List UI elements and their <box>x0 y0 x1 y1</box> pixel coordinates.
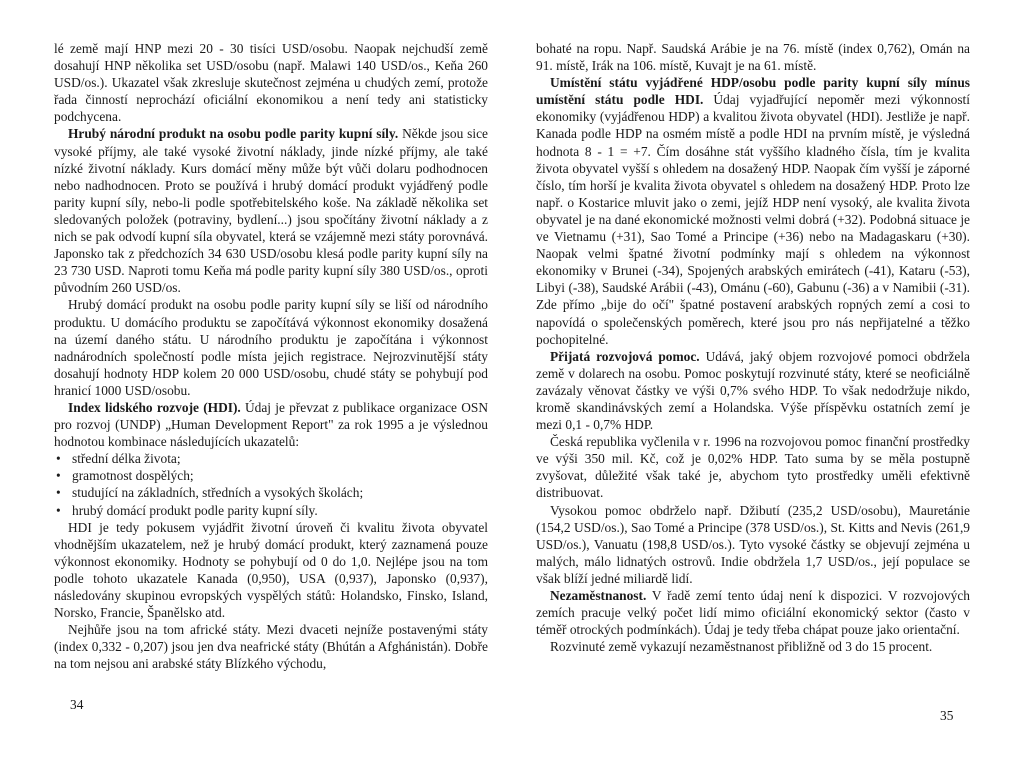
paragraph: Hrubý domácí produkt na osobu podle parity kupní síly se liší od národního produktu. U domácího produktu se započítává výkonnost ekonomiky dosažená na území daného státu. U národního produktu je započítána i výkonnost nadnárodních společností podle místa jejich registrace. Nejrozvinutější státy dosahují hodnoty HDP kolem 20 000 USD/osobu, chudé státy se pohybují pod hranicí 1000 USD/osobu. <box>54 297 488 398</box>
section-heading: Index lidského rozvoje (HDI). <box>68 399 241 415</box>
page-number-left: 34 <box>70 697 84 712</box>
bullet-list <box>54 450 488 518</box>
paragraph: Index lidského rozvoje (HDI). Údaj je převzat z publikace organizace OSN pro rozvoj (UNDP) „Human Development Report" za rok 1995 a je výslednou hodnotou kombinace následujících ukazatelů: <box>54 399 488 450</box>
section-heading: Umístění státu vyjádřené HDP/osobu podle parity kupní síly mínus umístění státu podle HDI. <box>536 75 970 108</box>
page-number-right: 35 <box>940 708 954 723</box>
paragraph: Rozvinuté země vykazují nezaměstnanost přibližně od 3 do 15 procent. <box>550 639 933 655</box>
list-item: • gramotnost dospělých; <box>72 467 488 484</box>
list-item: • hrubý domácí produkt podle parity kupní síly. <box>72 502 488 519</box>
paragraph: Hrubý národní produkt na osobu podle parity kupní síly. Někde jsou sice vysoké příjmy, ale také vysoké životní náklady, jinde nízké příjmy, ale také nízké životní náklady. Kurs domácí měny může být vůči dolaru podhodnocen nebo nadhodnocen. Proto se používá i hrubý domácí produkt vyjádřený podle parity kupní síly, nebo-li podle spotřebitelského koše. Na základě několika set sledovaných položek (potraviny, bydlení...) jsou spočítány životní náklady a z nich se pak odvodí kupní síla obyvatel, která se vzájemně mezi státy porovnává. Japonsko tak z předchozích 34 630 USD/osobu klesá podle parity kupní síly na 23 730 USD. Naproti tomu Keňa má podle parity kupní síly 380 USD/os., oproti původním 260 USD/os. <box>54 126 488 296</box>
section-heading: Nezaměstnanost. <box>550 588 647 603</box>
paragraph: Česká republika vyčlenila v r. 1996 na rozvojovou pomoc finanční prostředky ve výši 350 mil. Kč, což je 0,02% HDP. Tato suma by se měla postupně zvyšovat, důležité však také je, abychom tyto prostředky uměli efektivně distribuovat. <box>536 434 970 501</box>
list-item: • střední délka života; <box>72 450 488 467</box>
paragraph: Vysokou pomoc obdrželo např. Džibutí (235,2 USD/osobu), Mauretánie (154,2 USD/os.), Sao Tomé a Principe (378 USD/os.), St. Kitts and Nevis (261,9 USD/os.), Vanuatu (198,8 USD/os.). Tyto vysoké částky se objevují zejména u malých, málo lidnatých ostrovů. Indie obdržela 1,7 USD/os., její populace se však blíží jedné miliardě lidí. <box>536 502 970 586</box>
section-heading: Přijatá rozvojová pomoc. <box>550 348 700 364</box>
left-page <box>54 40 488 672</box>
paragraph: lé země mají HNP mezi 20 - 30 tisíci USD/osobu. Naopak nejchudší země dosahují HNP několika set USD/osobu (např. Malawi 140 USD/os., Keňa 260 USD/os.). Ukazatel však zkresluje skutečnost zejména u chudých zemí, protože řada činností neprochází oficiální ekonomikou a není tedy ani statisticky podchycena. <box>54 41 488 125</box>
paragraph: Umístění státu vyjádřené HDP/osobu podle parity kupní síly mínus umístění státu podle HDI. Údaj vyjadřující nepoměr mezi výkonností ekonomiky (vyjádřenou HDP) a kvalitou života obyvatel (HDI). Jestliže je např. Kanada podle HDP na osmém místě a podle HDI na prvním místě, je výsledná hodnota 8 - 1 = +7. Čím dosáhne stát vyššího kladného čísla, tím je kvalita života obyvatel vyšší s ohledem na dosažený HDP. Naopak čím vyšší je záporné číslo, tím horší je kvalita života obyvatel s ohledem na dosažený HDP. Proto lze např. o Kostarice mluvit jako o zemi, jejíž HDP není vysoký, ale kvalita života obyvatel je na dané ekonomické možnosti velmi dobrá (+32). Podobná situace je ve Vietnamu (+31), Sao Tomé a Principe (+36) nebo na Madagaskaru (+30). Naopak velmi špatné životní podmínky mají s ohledem na výkonnost ekonomiky v Brunei (-34), Spojených arabských emirátech (-41), Kataru (-53), Libyi (-38), Saudské Arábii (-43), Ománu (-60), Gabunu (-36) a v Namibii (-31). Zde přímo „bije do očí" špatné postavení arabských ropných zemí a cosi to napovídá o společenských poměrech, které jsou pro nás nepřijatelné a těžko pochopitelné. <box>536 75 970 347</box>
paragraph: bohaté na ropu. Např. Saudská Arábie je na 76. místě (index 0,762), Omán na 91. místě, Irák na 106. místě, Kuvajt je na 61. místě. <box>536 41 970 74</box>
paragraph: Nezaměstnanost. V řadě zemí tento údaj není k dispozici. V rozvojových zemích pracuje velký počet lidí mimo oficiální ekonomický sektor (často v téměř otrockých podmínkách). Údaj je tedy třeba chápat pouze jako orientační. <box>536 588 970 638</box>
paragraph: Přijatá rozvojová pomoc. Udává, jaký objem rozvojové pomoci obdržela země v dolarech na osobu. Pomoc poskytují rozvinuté státy, které se neoficiálně zavázaly věnovat částky ve výši 0,7% svého HDP. To však nedodržuje nikdo, kromě skandinávských zemí a Holandska. Výše příspěvku ostatních zemí je mezi 0,1 - 0,7% HDP. <box>536 348 970 433</box>
paragraph: Nejhůře jsou na tom africké státy. Mezi dvaceti nejníže postavenými státy (index 0,332 - 0,207) jsou jen dva neafrické státy (Bhútán a Afghánistán). Dobře na tom nejsou ani arabské státy Blízkého východu, <box>54 622 488 672</box>
right-page <box>536 40 970 655</box>
paragraph: HDI je tedy pokusem vyjádřit životní úroveň či kvalitu života obyvatel vhodnějším ukazatelem, než je hrubý domácí produkt, který zaznamená pouze výkonnost ekonomiky. Hodnoty se pohybují od 0 do 1,0. Nejlépe jsou na tom podle tohoto ukazatele Kanada (0,950), USA (0,937), Japonsko (0,937), následovány skupinou evropských vyspělých států: Holandsko, Finsko, Island, Norsko, Francie, Španělsko atd. <box>54 519 488 621</box>
section-heading: Hrubý národní produkt na osobu podle parity kupní síly. <box>68 126 399 142</box>
list-item: • studující na základních, středních a vysokých školách; <box>72 484 488 501</box>
